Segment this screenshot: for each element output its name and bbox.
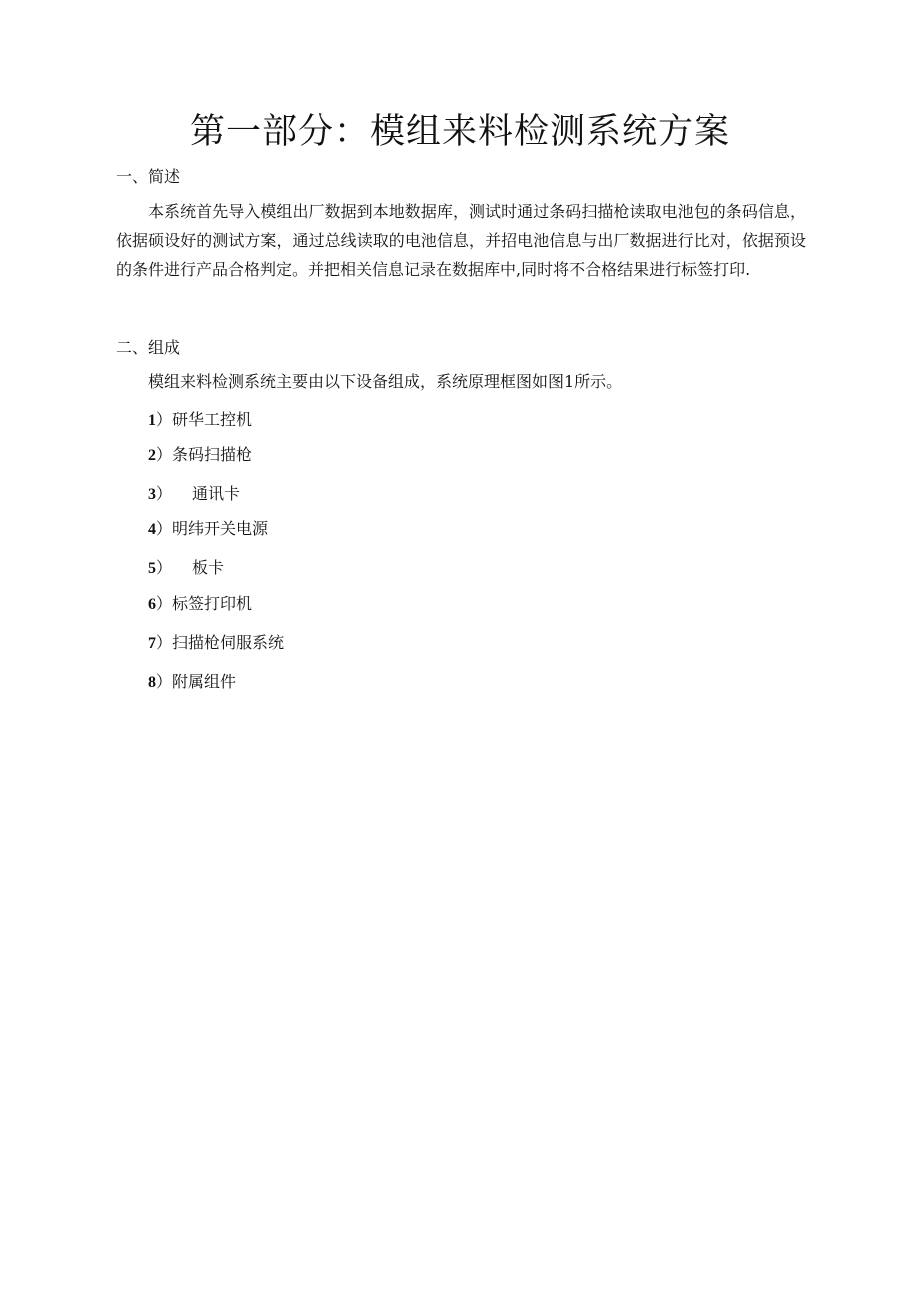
list-item-text: 扫描枪伺服系统 <box>172 633 285 652</box>
section-heading-overview: 一、简述 <box>116 167 181 186</box>
list-item-text: 板卡 <box>192 558 225 577</box>
list-item <box>148 444 252 467</box>
list-item-number: 7 <box>148 635 156 652</box>
list-item-text: 通讯卡 <box>192 484 241 503</box>
list-item-number: 8 <box>148 674 156 691</box>
overview-paragraph: 本系统首先导入模组出厂数据到本地数据库，测试时通过条码扫描枪读取电池包的条码信息，依据硕设好的测试方案，通过总线读取的电池信息，并招电池信息与出厂数据进行比对，依据预设的条件进行产品合格判定。并把相关信息记录在数据库中,同时将不合格结果进行标签打印. <box>116 202 806 279</box>
list-item-number: 1 <box>148 412 156 429</box>
list-item-number: 3 <box>148 486 156 503</box>
list-item-number: 4 <box>148 521 156 538</box>
list-item <box>148 409 252 432</box>
list-item-text: 明纬开关电源 <box>172 519 269 538</box>
page-title: 第一部分：模组来料检测系统方案 <box>189 112 730 152</box>
list-item-paren: ） <box>156 484 173 503</box>
section-heading-composition: 二、组成 <box>116 338 181 357</box>
list-item-paren: ） <box>156 445 173 464</box>
composition-intro: 模组来料检测系统主要由以下设备组成，系统原理框图如图1所示。 <box>148 372 623 391</box>
list-item-number: 6 <box>148 596 156 613</box>
list-item-number: 2 <box>148 447 156 464</box>
list-item-text: 研华工控机 <box>172 410 253 429</box>
list-item-text: 标签打印机 <box>172 594 253 613</box>
list-item <box>148 518 268 541</box>
list-item <box>148 593 252 616</box>
list-item-number: 5 <box>148 560 156 577</box>
list-item-text: 附属组件 <box>172 672 237 691</box>
list-item-paren: ） <box>156 594 173 613</box>
list-item-text: 条码扫描枪 <box>172 445 253 464</box>
list-item-paren: ） <box>156 558 173 577</box>
list-item <box>148 483 240 506</box>
list-item-paren: ） <box>156 410 173 429</box>
list-item <box>148 671 236 694</box>
list-item-paren: ） <box>156 519 173 538</box>
list-item <box>148 632 284 655</box>
list-item-paren: ） <box>156 633 173 652</box>
list-item-paren: ） <box>156 672 173 691</box>
list-item <box>148 557 224 580</box>
